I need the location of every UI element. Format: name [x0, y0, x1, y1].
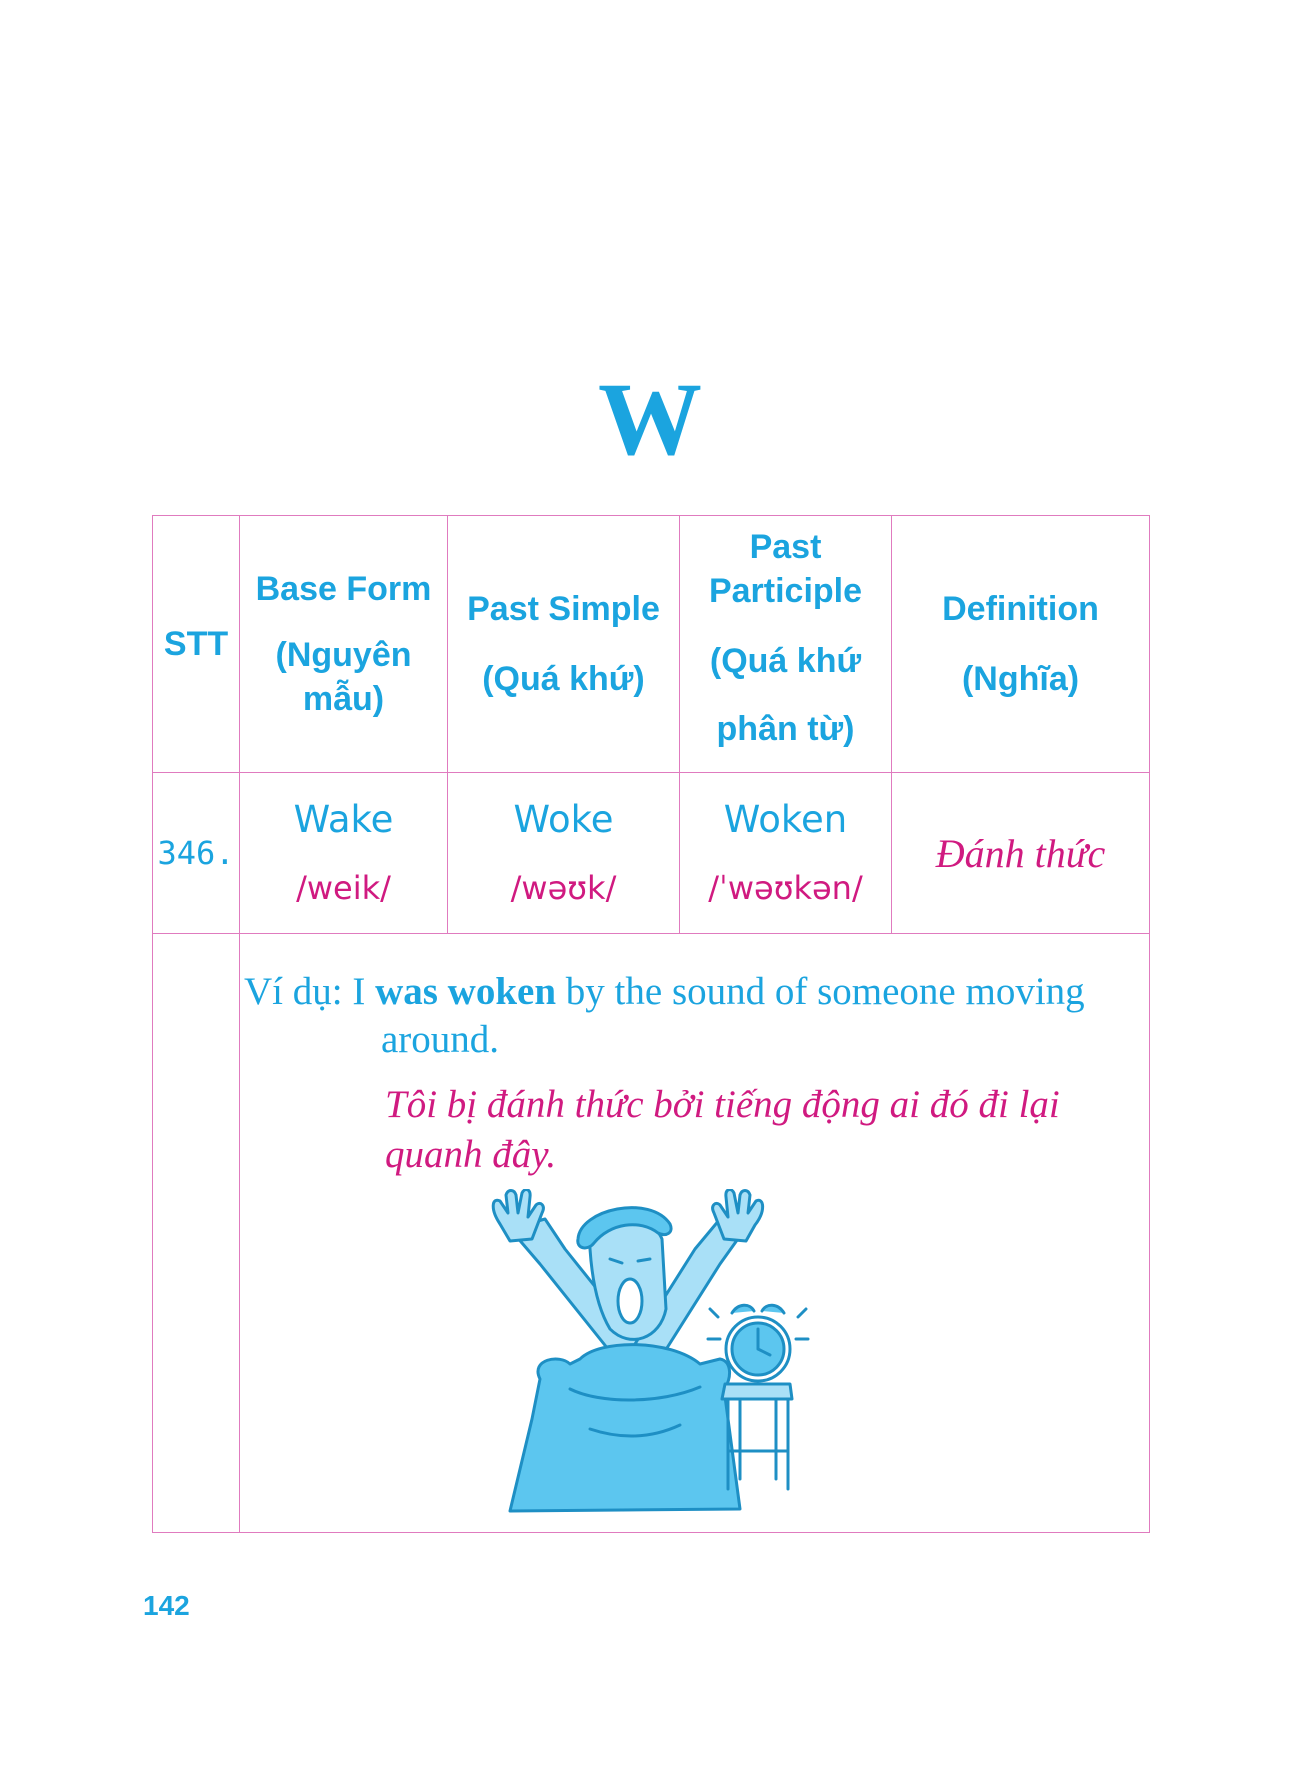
irregular-verb-table	[152, 515, 1150, 1533]
example-translation: Tôi bị đánh thức bởi tiếng động ai đó đi lại quanh đây.	[385, 1083, 1060, 1176]
table-header-row	[153, 516, 1150, 773]
example-cell	[240, 934, 1150, 1533]
section-letter: W	[598, 362, 702, 477]
row-past-simple: Woke /wəʊk/	[448, 773, 680, 934]
row-definition: Đánh thức	[892, 773, 1150, 934]
header-stt: STT	[153, 516, 240, 773]
row-stt: 346.	[153, 773, 240, 934]
header-past-simple: Past Simple (Quá khứ)	[448, 516, 680, 773]
example-stt-empty	[153, 934, 240, 1533]
header-definition: Definition (Nghĩa)	[892, 516, 1150, 773]
yawning-man-alarm-clock-illustration	[470, 1189, 830, 1519]
table-row	[153, 773, 1150, 934]
header-base-form: Base Form (Nguyên mẫu)	[240, 516, 448, 773]
header-past-participle: Past Participle (Quá khứ phân từ)	[680, 516, 892, 773]
row-past-participle: Woken /ˈwəʊkən/	[680, 773, 892, 934]
page-number: 142	[143, 1590, 190, 1621]
example-row	[153, 934, 1150, 1533]
row-base-form: Wake /weik/	[240, 773, 448, 934]
example-sentence: Ví dụ: I was woken by the sound of someone moving around.	[244, 970, 1085, 1061]
